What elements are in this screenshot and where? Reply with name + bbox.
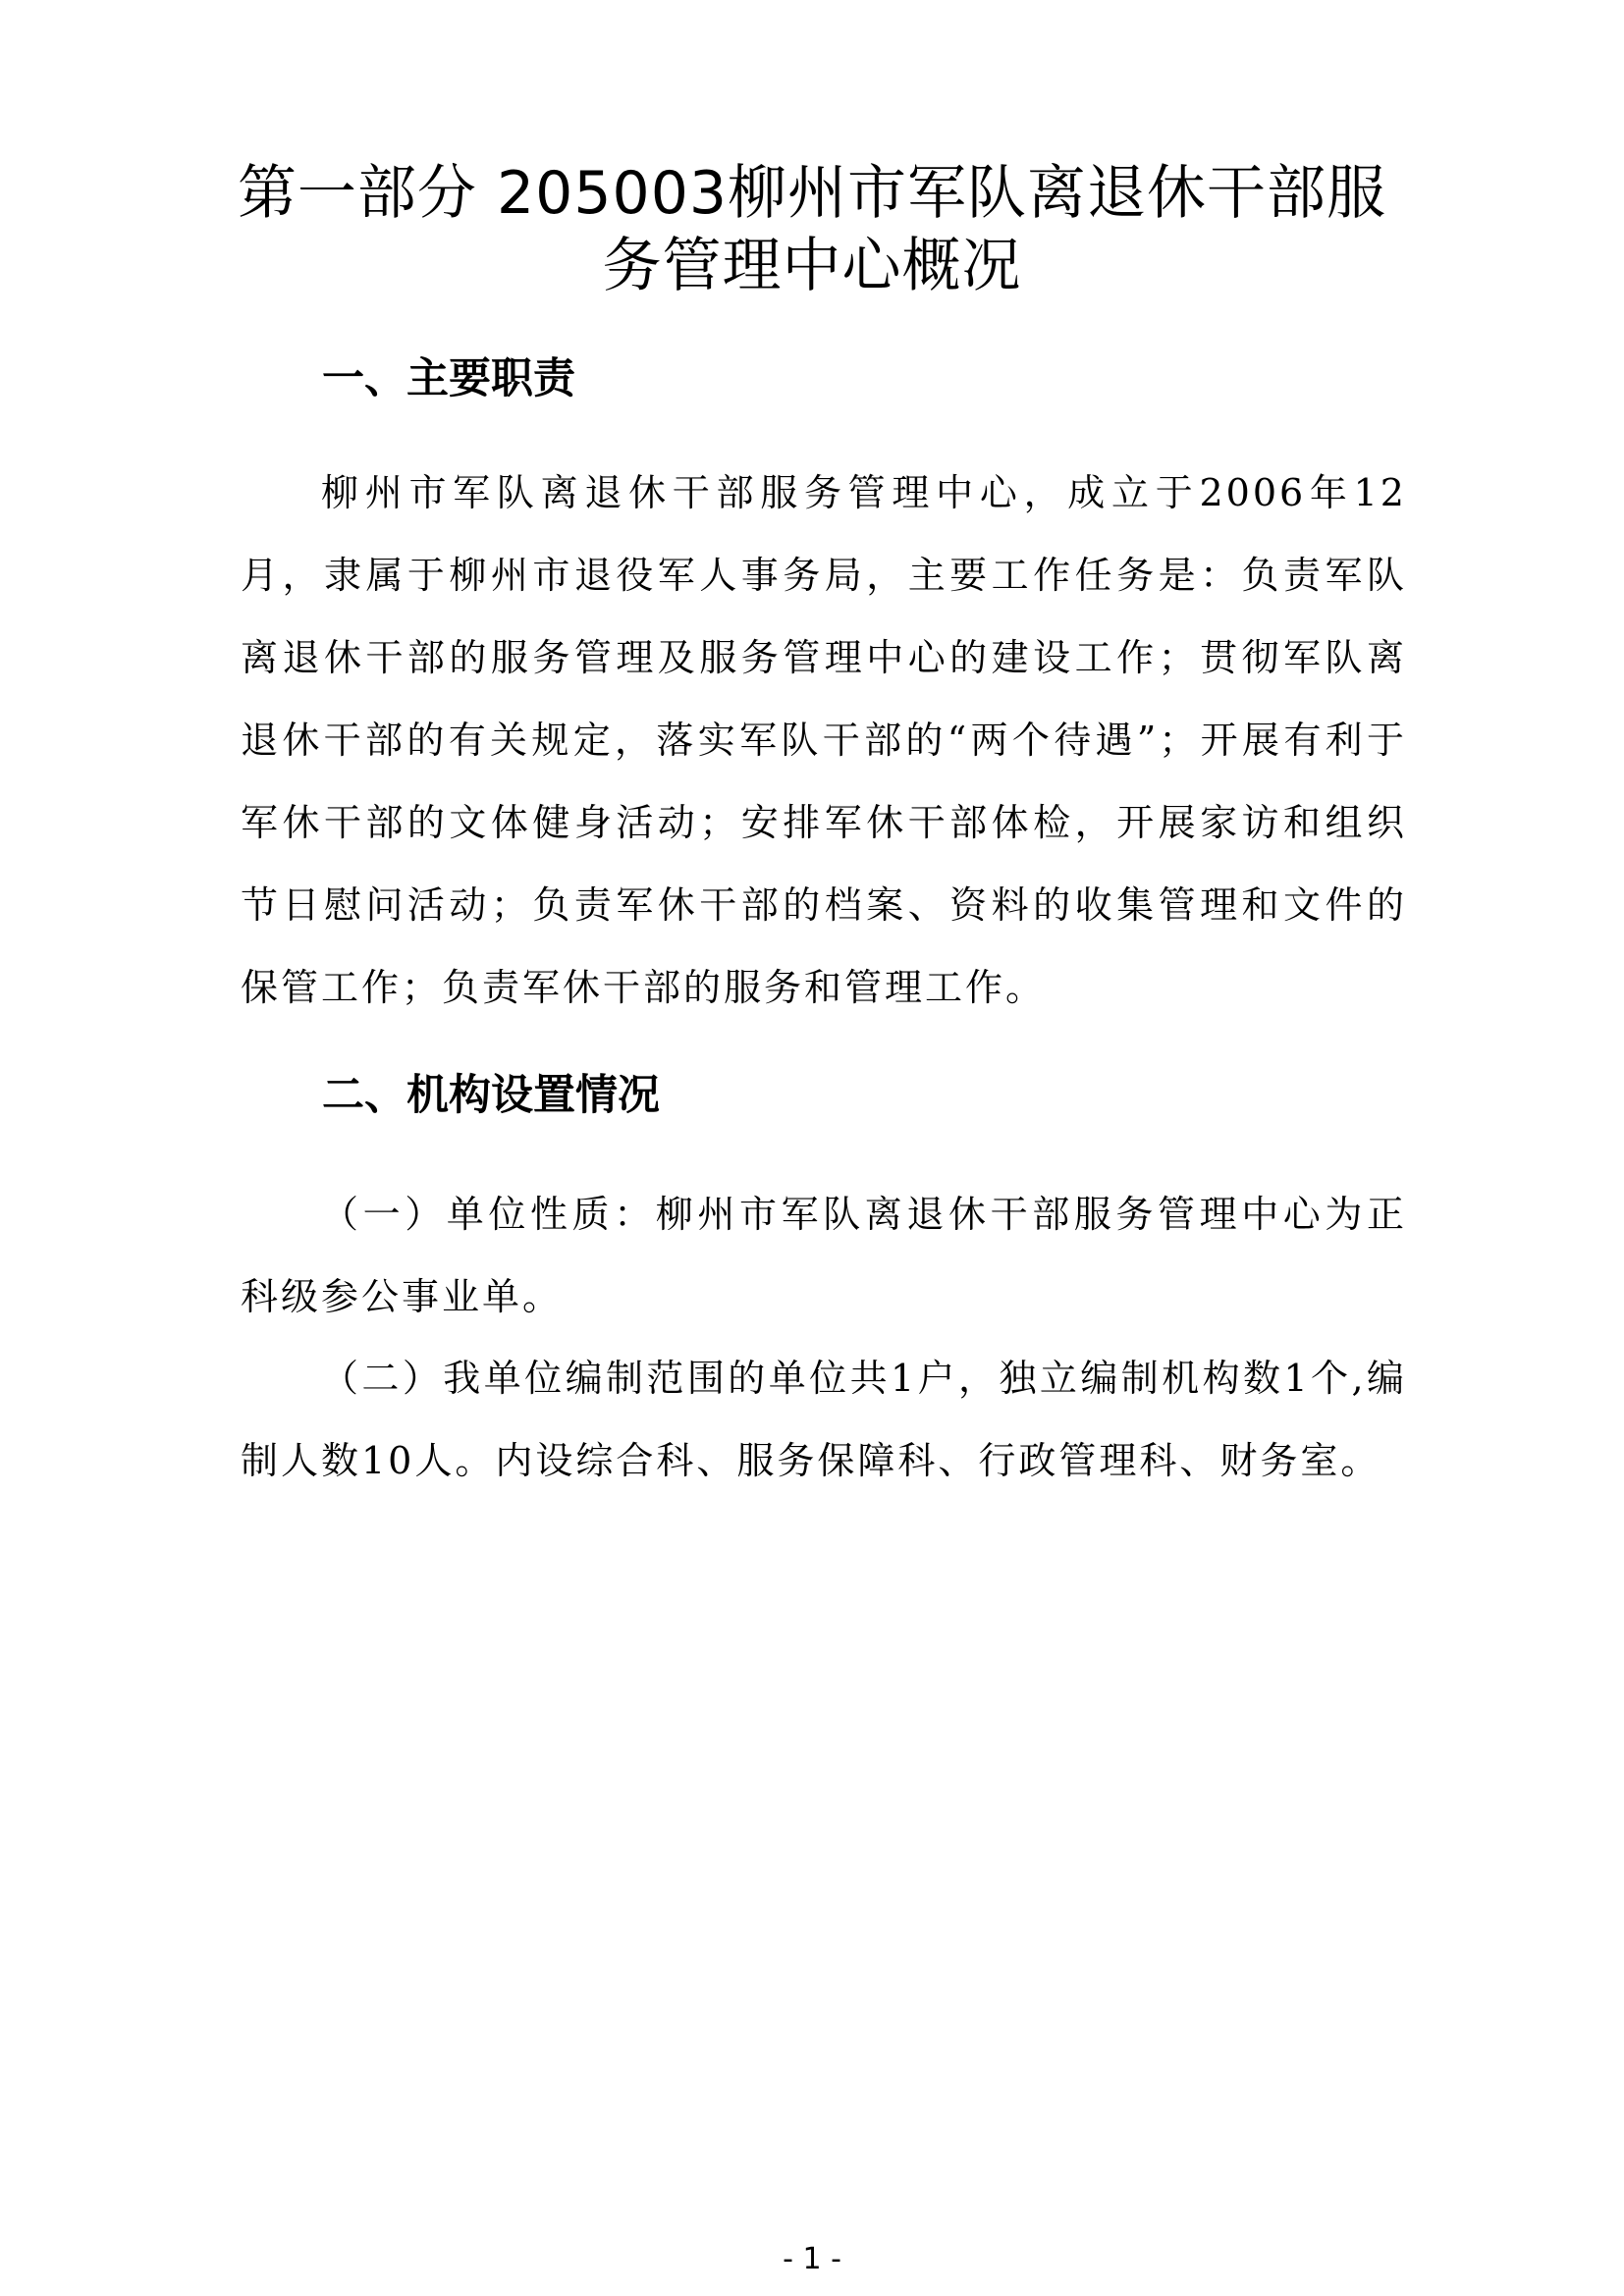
section2-paragraph1: （一）单位性质：柳州市军队离退休干部服务管理中心为正科级参公事业单。 bbox=[241, 1193, 1407, 1318]
section2-paragraph2: （二）我单位编制范围的单位共1户，独立编制机构数1个,编制人数10人。内设综合科、服务保障科、行政管理科、财务室。 bbox=[241, 1357, 1407, 1482]
document-title-line2: 务管理中心概况 bbox=[602, 232, 1022, 300]
section1-heading: 一、主要职责 bbox=[322, 354, 575, 403]
section1-paragraph: 柳州市军队离退休干部服务管理中心，成立于2006年12月，隶属于柳州市退役军人事务局，主要工作任务是：负责军队离退休干部的服务管理及服务管理中心的建设工作；贯彻军队离退休干部的有关规定，落实军队干部的“两个待遇”；开展有利于军休干部的文体健身活动；安排军休干部体检，开展家访和组织节日慰问活动；负责军休干部的档案、资料的收集管理和文件的保管工作；负责军休干部的服务和管理工作。 bbox=[241, 471, 1407, 1009]
section2-heading: 二、机构设置情况 bbox=[322, 1071, 660, 1120]
document-title-line1: 第一部分 205003柳州市军队离退休干部服 bbox=[237, 159, 1387, 228]
page-number: - 1 - bbox=[783, 2242, 841, 2276]
